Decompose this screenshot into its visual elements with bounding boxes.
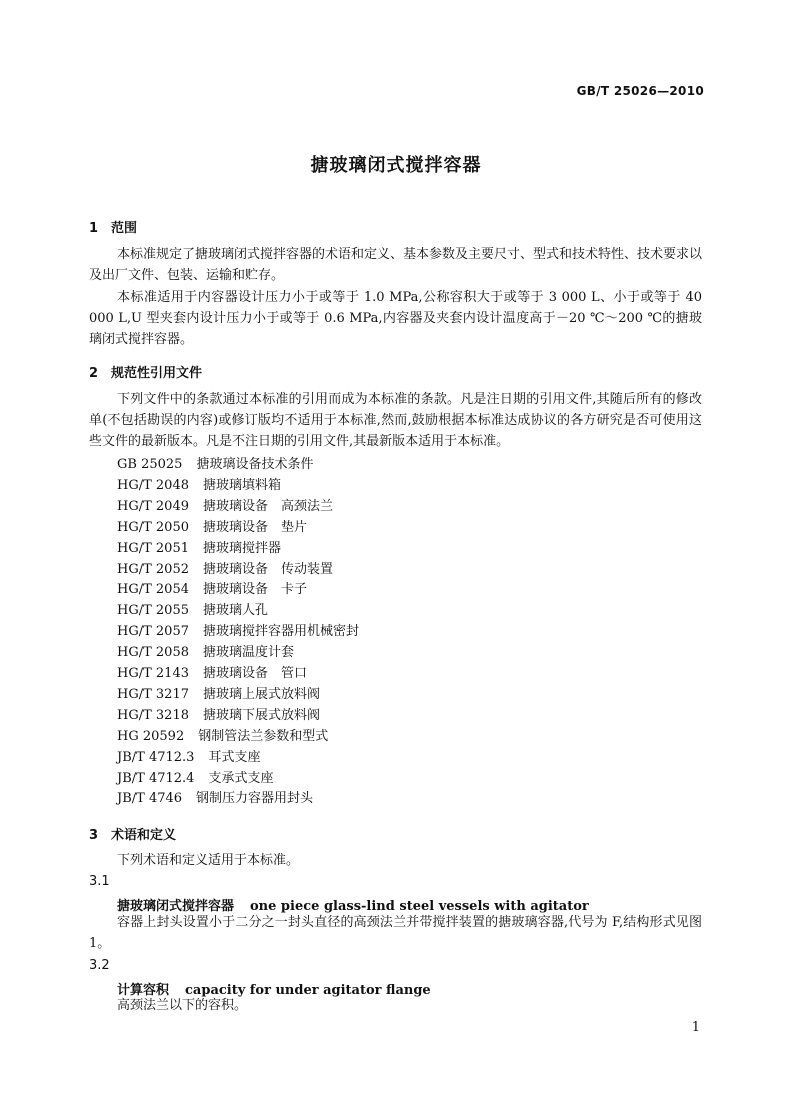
reference-code: HG/T 2052 [117,561,189,577]
reference-item [117,748,260,769]
reference-code: HG/T 2057 [117,624,189,640]
reference-title: 支承式支座 [208,770,274,786]
reference-title: 搪玻璃温度计套 [203,645,295,661]
reference-code: HG/T 2048 [117,477,189,493]
section-2-paragraph-1: 下列文件中的条款通过本标准的引用而成为本标准的条款。凡是注日期的引用文件,其随后所有的修改单(不包括勘误的内容)或修订版均不适用于本标准,然而,鼓励根据本标准达成协议的各方研究是否可使用这些文件的最新版本。凡是不注日期的引用文件,其最新版本适用于本标准。 [89,392,702,449]
reference-item [117,706,320,727]
reference-title: 搪玻璃搅拌器 [203,540,282,556]
section-3-paragraph-1: 下列术语和定义适用于本标准。 [117,853,300,868]
reference-code: GB 25025 [117,457,183,472]
reference-code: JB/T 4746 [117,791,183,807]
page-number: 1 [691,1020,700,1035]
reference-code: HG/T 3218 [117,707,189,723]
reference-item [117,789,313,810]
section-1-paragraph-2: 本标准适用于内容器设计压力小于或等于 1.0 MPa,公称容积大于或等于 3 000 L、小于或等于 40 000 L,U 型夹套内设计压力小于或等于 0.6 MPa,内容器及夹套内设计温度高于－20 ℃～200 ℃的搪玻璃闭式搅拌容器。 [89,290,702,347]
section-title: 范围 [111,221,138,236]
reference-code: HG/T 2143 [117,666,189,681]
reference-title: 搪玻璃上展式放料阀 [203,686,321,702]
reference-item [117,455,313,476]
reference-item [117,685,320,706]
reference-item [117,539,281,560]
term-chinese: 搪玻璃闭式搅拌容器 [117,899,235,914]
reference-code: JB/T 4712.4 [117,770,195,786]
reference-title: 搪玻璃人孔 [203,603,269,619]
reference-item [117,601,268,622]
reference-item [117,518,307,539]
reference-item [117,497,333,518]
reference-item [117,769,273,790]
reference-code: HG/T 2054 [117,582,189,598]
reference-code: HG/T 2058 [117,645,189,661]
term-3-1-number: 3.1 [89,874,110,889]
reference-item [117,643,294,664]
reference-title: 搪玻璃设备 高颈法兰 [203,498,334,514]
reference-item [117,727,328,748]
section-2-heading [89,362,202,381]
reference-title: 搪玻璃设备 卡子 [203,582,308,598]
section-1-paragraph-1: 本标准规定了搪玻璃闭式搅拌容器的术语和定义、基本参数及主要尺寸、型式和技术特性、技术要求以及出厂文件、包装、运输和贮存。 [89,247,703,283]
reference-title: 搪玻璃设备 传动装置 [203,561,334,577]
reference-item [117,622,359,643]
reference-title: 搪玻璃搅拌容器用机械密封 [203,624,360,640]
section-number: 2 [89,366,99,381]
reference-title: 钢制管法兰参数和型式 [198,728,329,744]
term-english: capacity for under agitator flange [185,983,431,998]
reference-item [117,476,281,497]
reference-title: 搪玻璃设备技术条件 [196,457,314,472]
term-chinese: 计算容积 [117,983,170,998]
section-title: 规范性引用文件 [111,366,203,381]
reference-code: HG/T 3217 [117,686,189,702]
section-number: 1 [89,221,99,236]
reference-title: 搪玻璃设备 垫片 [203,519,308,535]
term-3-1-definition: 容器上封头设置小于二分之一封头直径的高颈法兰并带搅拌装置的搪玻璃容器,代号为 F,结构形式见图 1。 [89,915,702,951]
standard-code: GB/T 25026—2010 [576,84,704,98]
term-3-1 [117,895,589,914]
reference-code: JB/T 4712.3 [117,749,195,765]
document-title: 搪玻璃闭式搅拌容器 [310,155,482,176]
reference-code: HG/T 2055 [117,603,189,619]
reference-title: 搪玻璃下展式放料阀 [203,707,321,723]
term-3-2-definition: 高颈法兰以下的容积。 [117,998,248,1013]
term-english: one piece glass-lind steel vessels with agitator [250,899,589,914]
reference-title: 钢制压力容器用封头 [196,791,314,807]
term-3-2-number: 3.2 [89,958,110,973]
reference-item [117,664,307,685]
section-number: 3 [89,828,99,843]
reference-code: HG/T 2050 [117,519,189,535]
reference-item [117,560,333,581]
section-title: 术语和定义 [111,828,177,843]
section-1-heading [89,217,137,236]
reference-item [117,580,307,601]
reference-code: HG/T 2049 [117,498,189,514]
reference-code: HG 20592 [117,728,185,744]
reference-code: HG/T 2051 [117,540,189,556]
reference-title: 搪玻璃设备 管口 [203,666,308,681]
reference-title: 耳式支座 [208,749,261,765]
reference-title: 搪玻璃填料箱 [203,477,282,493]
section-3-heading [89,824,176,843]
